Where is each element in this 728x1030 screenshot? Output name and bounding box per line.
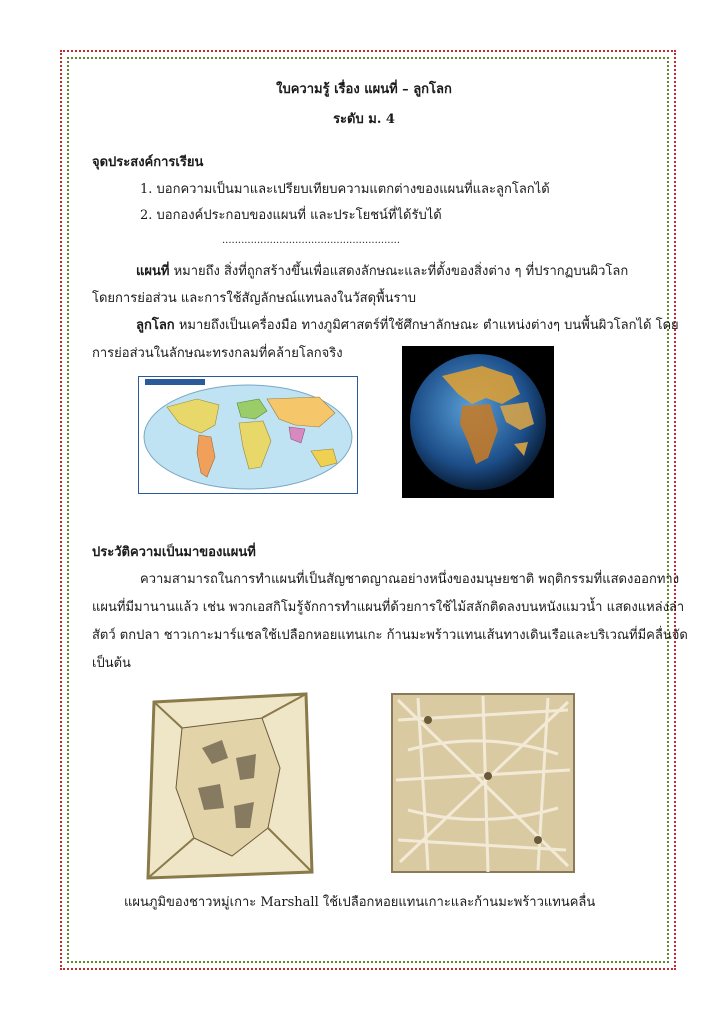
stick-chart-image-2 [388,690,578,876]
image-caption: แผนภูมิของชาวหมู่เกาะ Marshall ใช้เปลือกหอยแทนเกาะและก้านมะพร้าวแทนคลื่น [124,895,596,910]
page-title: ใบความรู้ เรื่อง แผนที่ – ลูกโลก [276,82,452,97]
objective-item-2: 2. บอกองค์ประกอบของแผนที่ และประโยชน์ที่ได้รับได้ [140,208,442,223]
history-line-4: เป็นต้น [92,656,131,671]
map-definition-line-2: โดยการย่อส่วน และการใช้สัญลักษณ์แทนลงในวัสดุพื้นราบ [92,291,417,306]
stick-chart-image-1 [142,688,318,884]
history-line-3: สัตว์ ตกปลา ชาวเกาะมาร์แชลใช้เปลือกหอยแทนเกะ ก้านมะพร้าวแทนเส้นทางเดินเรือและบริเวณที่มีคลื่นจัด [92,628,688,643]
separator-dots: ........................................................ [222,235,401,246]
objective-item-1: 1. บอกความเป็นมาและเปรียบเทียบความแตกต่างของแผนที่และลูกโลกได้ [140,182,550,197]
map-definition-line-1 [136,264,628,280]
world-map-image [138,376,358,494]
globe-definition-line-1 [136,318,679,334]
globe-definition-text: หมายถึงเป็นเครื่องมือ ทางภูมิศาสตร์ที่ใช้ศึกษาลักษณะ ตำแหน่งต่างๆ บนพื้นผิวโลกได้ โดย [178,318,679,333]
globe-image [402,346,554,498]
globe-definition-line-2: การย่อส่วนในลักษณะทรงกลมที่คล้ายโลกจริง [92,346,343,361]
grade-level: ระดับ ม. 4 [333,112,395,127]
map-term: แผนที่ [136,264,170,279]
map-definition-text: หมายถึง สิ่งที่ถูกสร้างขึ้นเพื่อแสดงลักษณะและที่ตั้งของสิ่งต่าง ๆ ที่ปรากฏบนผิวโลก [173,264,629,279]
objectives-heading: จุดประสงค์การเรียน [92,155,204,170]
history-line-2: แผนที่มีมานานแล้ว เช่น พวกเอสกิโมรู้จักการทำแผนที่ด้วยการใช้ไม้สลักติดลงบนหนังแมวน้ำ แสดงแหล่งล่า [92,600,685,615]
history-heading: ประวัติความเป็นมาของแผนที่ [92,545,256,560]
globe-term: ลูกโลก [136,318,175,333]
history-line-1: ความสามารถในการทำแผนที่เป็นสัญชาตญาณอย่างหนึ่งของมนุษยชาติ พฤติกรรมที่แสดงออกทาง [140,572,680,587]
